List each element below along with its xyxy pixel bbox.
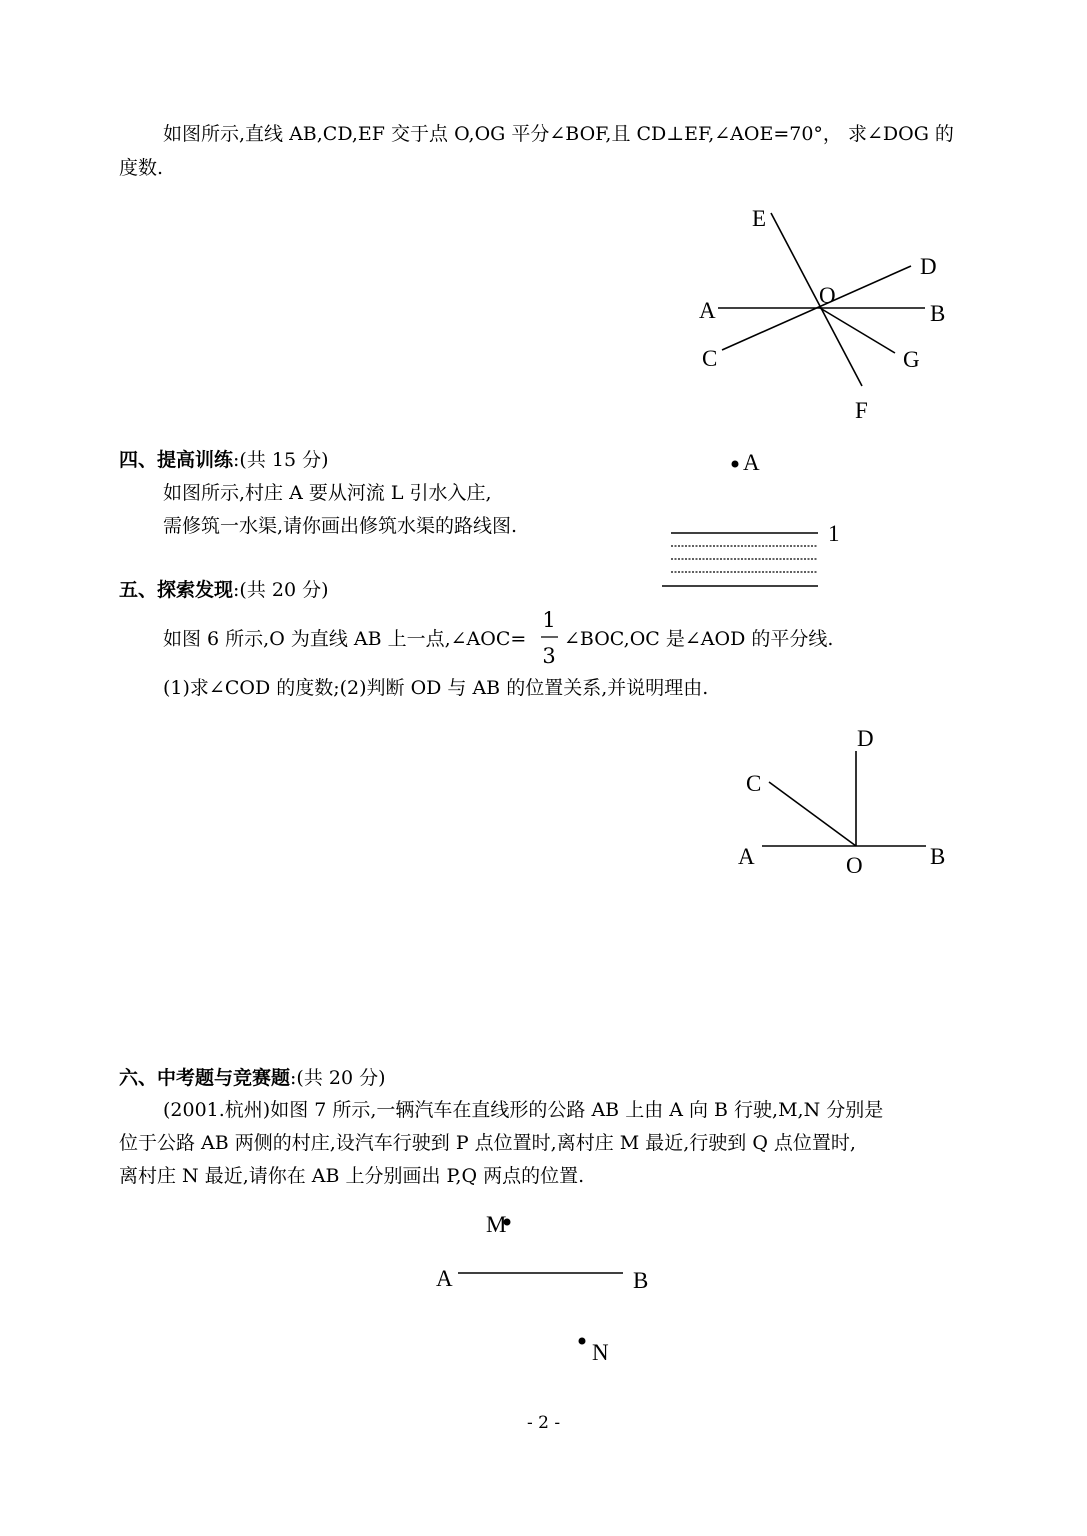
section6-line2: 位于公路 AB 两侧的村庄,设汽车行驶到 P 点位置时,离村庄 M 最近,行驶到 Q 点位置时, xyxy=(119,1132,856,1154)
section6-line3: 离村庄 N 最近,请你在 AB 上分别画出 P,Q 两点的位置. xyxy=(119,1165,585,1187)
river-label: 1 xyxy=(828,521,840,546)
fig7-label-a: A xyxy=(436,1266,453,1291)
fraction-numerator: 1 xyxy=(542,608,556,632)
section4-heading: 四、提高训练 xyxy=(119,449,234,471)
section5-line2: (1)求∠COD 的度数;(2)判断 OD 与 AB 的位置关系,并说明理由. xyxy=(163,677,709,699)
village-a-label: A xyxy=(743,450,760,475)
section5-score: :(共 20 分) xyxy=(233,579,329,601)
fig6-label-d: D xyxy=(857,726,874,751)
label-c: C xyxy=(702,346,718,371)
section5-line1-b: ∠BOC,OC 是∠AOD 的平分线. xyxy=(564,628,834,650)
section4-score: :(共 15 分) xyxy=(233,449,329,471)
fig6-label-a: A xyxy=(738,844,755,869)
village-n-dot xyxy=(579,1338,586,1345)
section4-line2: 需修筑一水渠,请你画出修筑水渠的路线图. xyxy=(163,515,518,537)
fraction-denominator: 3 xyxy=(542,644,556,668)
fig6-label-b: B xyxy=(930,844,946,869)
label-a: A xyxy=(699,298,716,323)
fig7-label-b: B xyxy=(633,1268,649,1293)
section5-line1-a: 如图 6 所示,O 为直线 AB 上一点,∠AOC= xyxy=(163,628,527,650)
section6-line1: (2001.杭州)如图 7 所示,一辆汽车在直线形的公路 AB 上由 A 向 B 行驶,M,N 分别是 xyxy=(163,1099,884,1121)
fig6-label-c: C xyxy=(746,771,762,796)
label-d: D xyxy=(920,254,937,279)
label-g: G xyxy=(903,347,920,372)
label-o: O xyxy=(819,283,836,308)
problem3-line2: 度数. xyxy=(119,157,164,179)
fig6-label-o: O xyxy=(846,853,863,878)
section5-heading: 五、探索发现 xyxy=(119,579,234,601)
label-b: B xyxy=(930,301,946,326)
label-e: E xyxy=(752,206,767,231)
label-f: F xyxy=(855,398,868,423)
section6-score: :(共 20 分) xyxy=(290,1067,386,1089)
fig7-label-n: N xyxy=(592,1340,609,1365)
section4-line1: 如图所示,村庄 A 要从河流 L 引水入庄, xyxy=(163,482,492,504)
page-number: - 2 - xyxy=(527,1413,561,1433)
problem3-line1: 如图所示,直线 AB,CD,EF 交于点 O,OG 平分∠BOF,且 CD⊥EF,∠AOE=70°， 求∠DOG 的 xyxy=(163,123,954,145)
fig7-label-m: M xyxy=(486,1212,507,1237)
section6-heading: 六、中考题与竞赛题 xyxy=(119,1067,291,1089)
